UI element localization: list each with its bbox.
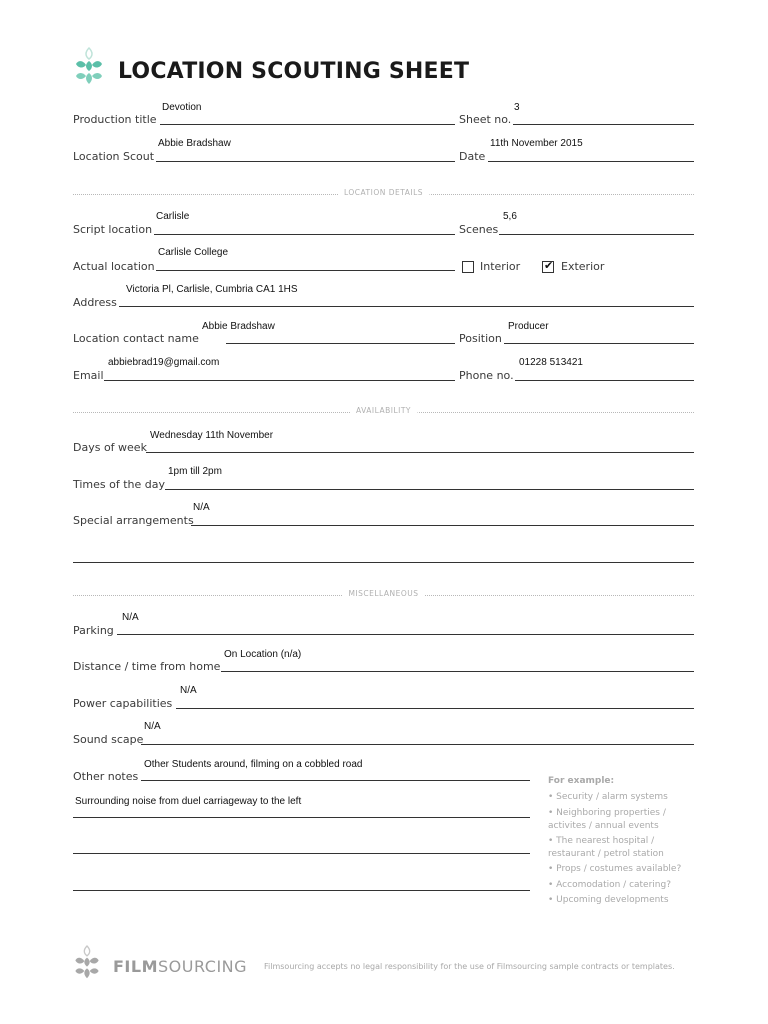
actual-location-field[interactable] (156, 270, 455, 271)
parking-value: N/A (122, 612, 139, 623)
soundscape-field[interactable] (141, 744, 694, 745)
distance-time-field[interactable] (221, 671, 694, 672)
position-value: Producer (508, 321, 549, 332)
actual-location-label: Actual location (73, 260, 155, 273)
times-of-day-label: Times of the day (73, 478, 166, 491)
footer-logo-icon (70, 944, 104, 982)
example-item: activites / annual events (548, 821, 659, 831)
distance-time-value: On Location (n/a) (224, 649, 302, 660)
actual-location-value: Carlisle College (158, 247, 229, 258)
other-notes-label: Other notes (73, 770, 139, 783)
interior-label: Interior (480, 260, 521, 273)
section-heading: AVAILABILITY (350, 406, 417, 415)
page-title: LOCATION SCOUTING SHEET (118, 59, 470, 84)
scenes-field[interactable] (499, 234, 694, 235)
example-item: • Props / costumes available? (548, 864, 682, 874)
contact-name-label: Location contact name (73, 332, 199, 345)
exterior-checkbox[interactable] (542, 261, 554, 273)
date-label: Date (459, 150, 486, 163)
distance-time-label: Distance / time from home (73, 660, 221, 673)
phone-value: 01228 513421 (519, 357, 583, 368)
phone-field[interactable] (515, 380, 694, 381)
example-item: • Accomodation / catering? (548, 880, 671, 890)
parking-field[interactable] (117, 634, 694, 635)
position-field[interactable] (504, 343, 694, 344)
filmsourcing-logo-icon (70, 46, 108, 88)
other-notes-field[interactable] (141, 780, 530, 781)
production-title-value: Devotion (162, 102, 202, 113)
other-notes-value: Other Students around, filming on a cobbled road (144, 759, 363, 770)
example-item: • The nearest hospital / (548, 836, 655, 846)
soundscape-label: Sound scape (73, 733, 144, 746)
special-arrangements-value: N/A (193, 502, 210, 513)
example-item: • Upcoming developments (548, 895, 669, 905)
phone-label: Phone no. (459, 369, 514, 382)
sheet-no-value: 3 (514, 102, 520, 113)
location-scout-field[interactable] (156, 161, 455, 162)
special-arrangements-extra-line[interactable] (73, 562, 694, 563)
script-location-value: Carlisle (156, 211, 190, 222)
contact-name-value: Abbie Bradshaw (202, 321, 275, 332)
power-label: Power capabilities (73, 697, 173, 710)
other-notes-line3[interactable] (73, 853, 530, 854)
special-arrangements-label: Special arrangements (73, 514, 194, 527)
address-field[interactable] (119, 306, 694, 307)
date-field[interactable] (488, 161, 694, 162)
address-label: Address (73, 296, 117, 309)
times-of-day-field[interactable] (165, 489, 694, 490)
sheet-no-field[interactable] (513, 124, 694, 125)
position-label: Position (459, 332, 502, 345)
times-of-day-value: 1pm till 2pm (168, 466, 222, 477)
footer-disclaimer: Filmsourcing accepts no legal responsibility for the use of Filmsourcing sample contracts or templates. (264, 962, 675, 971)
script-location-label: Script location (73, 223, 153, 236)
special-arrangements-field[interactable] (191, 525, 694, 526)
footer-brand-bold: FILM (113, 957, 158, 976)
examples-title: For example: (548, 776, 615, 786)
section-heading: LOCATION DETAILS (338, 188, 429, 197)
section-heading: MISCELLANEOUS (342, 589, 424, 598)
power-field[interactable] (176, 708, 694, 709)
days-of-week-field[interactable] (146, 452, 694, 453)
miscellaneous-divider (73, 589, 694, 601)
check-icon: ✔ (544, 259, 554, 272)
date-value: 11th November 2015 (490, 138, 583, 149)
days-of-week-value: Wednesday 11th November (150, 430, 274, 441)
email-label: Email (73, 369, 104, 382)
email-field[interactable] (104, 380, 455, 381)
interior-checkbox[interactable] (462, 261, 474, 273)
example-item: restaurant / petrol station (548, 849, 664, 859)
scenes-label: Scenes (459, 223, 499, 236)
days-of-week-label: Days of week (73, 441, 147, 454)
location-scout-label: Location Scout (73, 150, 155, 163)
other-notes-line2[interactable] (73, 817, 530, 818)
example-item: • Security / alarm systems (548, 792, 668, 802)
contact-name-field[interactable] (226, 343, 455, 344)
location-scout-value: Abbie Bradshaw (158, 138, 231, 149)
example-item: • Neighboring properties / (548, 808, 666, 818)
production-title-field[interactable] (160, 124, 455, 125)
production-title-label: Production title (73, 113, 157, 126)
parking-label: Parking (73, 624, 114, 637)
location-details-divider (73, 188, 694, 200)
script-location-field[interactable] (154, 234, 455, 235)
address-value: Victoria Pl, Carlisle, Cumbria CA1 1HS (126, 284, 298, 295)
sheet-no-label: Sheet no. (459, 113, 512, 126)
footer-brand (113, 957, 247, 976)
availability-divider (73, 406, 694, 418)
scenes-value: 5,6 (503, 211, 517, 222)
footer-brand-light: SOURCING (158, 957, 248, 976)
soundscape-value: N/A (144, 721, 161, 732)
power-value: N/A (180, 685, 197, 696)
exterior-label: Exterior (561, 260, 605, 273)
email-value: abbiebrad19@gmail.com (108, 357, 220, 368)
other-notes-line4[interactable] (73, 890, 530, 891)
other-notes-line2-value: Surrounding noise from duel carriageway to the left (75, 796, 302, 807)
